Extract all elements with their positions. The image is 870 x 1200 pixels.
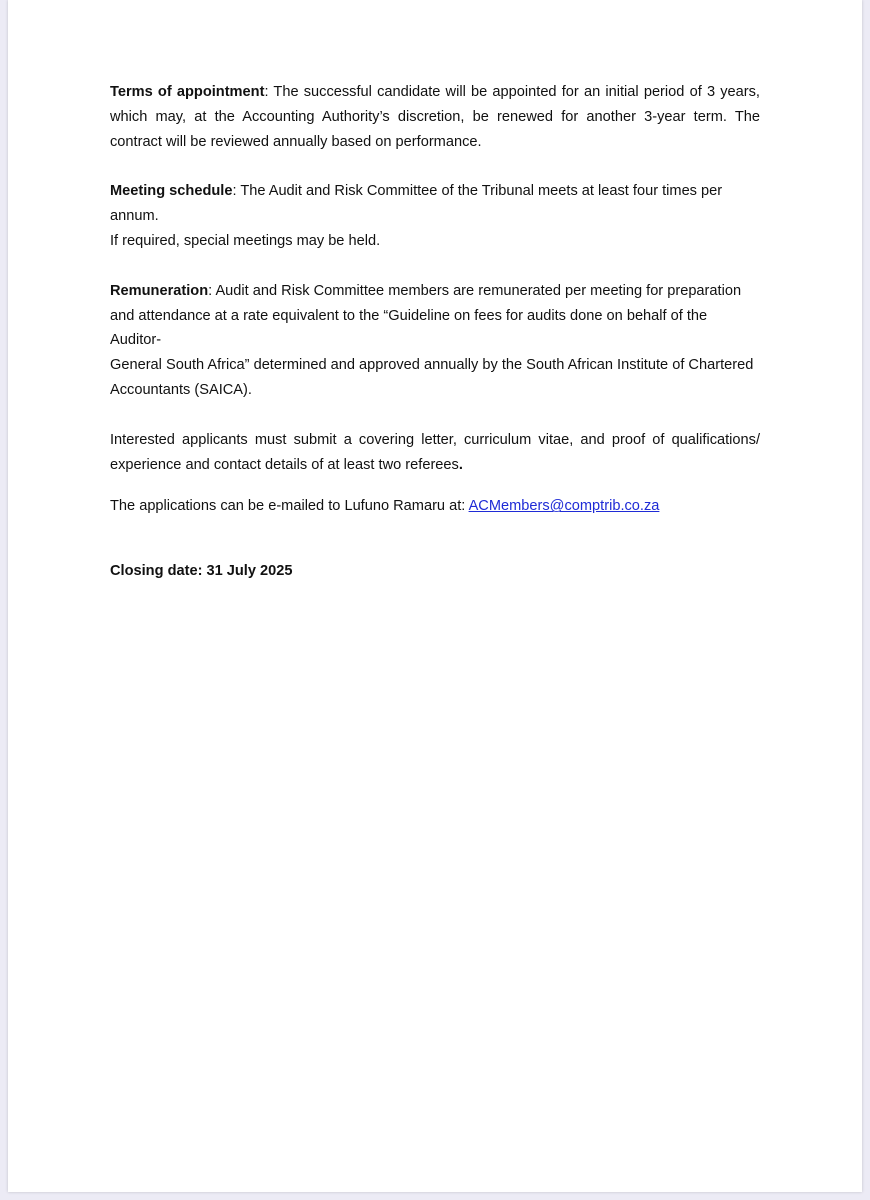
email-paragraph: [110, 494, 760, 519]
meeting-schedule-paragraph: [110, 179, 760, 253]
meeting-separator: :: [232, 183, 241, 200]
remuneration-line-4: Accountants (SAICA).: [110, 381, 252, 398]
meeting-line-2: If required, special meetings may be held.: [110, 232, 381, 249]
remuneration-line-3: General South Africa” determined and approved annually by the South African Institute of Chartered: [110, 357, 754, 374]
remuneration-paragraph: [110, 279, 760, 403]
remuneration-line-2: and attendance at a rate equivalent to the “Guideline on fees for audits done on behalf of the Auditor-: [110, 307, 708, 349]
remuneration-label: Remuneration: [110, 282, 209, 299]
terms-separator: :: [264, 84, 274, 100]
applicants-end: .: [458, 456, 463, 473]
email-link[interactable]: ACMembers@comptrib.co.za: [468, 498, 660, 515]
document-page: [8, 0, 862, 1192]
terms-label: Terms of appointment: [110, 84, 265, 100]
document-body: [110, 80, 760, 584]
remuneration-line-1: Audit and Risk Committee members are remunerated per meeting for preparation: [215, 282, 742, 299]
terms-text: The successful candidate will be appointed for an initial period of 3 years, which may, at the Accounting Authority’s discretion, be renewed for another 3-year term. The contract will be reviewed annually based on performance.: [110, 84, 760, 150]
email-intro-text: The applications can be e-mailed to Lufuno Ramaru at:: [110, 498, 469, 515]
applicants-text: Interested applicants must submit a covering letter, curriculum vitae, and proof of qualifications/ experience and contact details of at least two referees: [110, 431, 760, 473]
closing-date: Closing date: 31 July 2025: [110, 563, 293, 580]
remuneration-separator: :: [208, 282, 216, 299]
applicants-paragraph: [110, 428, 760, 478]
terms-of-appointment-paragraph: [110, 80, 760, 154]
meeting-label: Meeting schedule: [110, 183, 233, 200]
meeting-line-1: The Audit and Risk Committee of the Tribunal meets at least four times per annum.: [110, 183, 723, 225]
